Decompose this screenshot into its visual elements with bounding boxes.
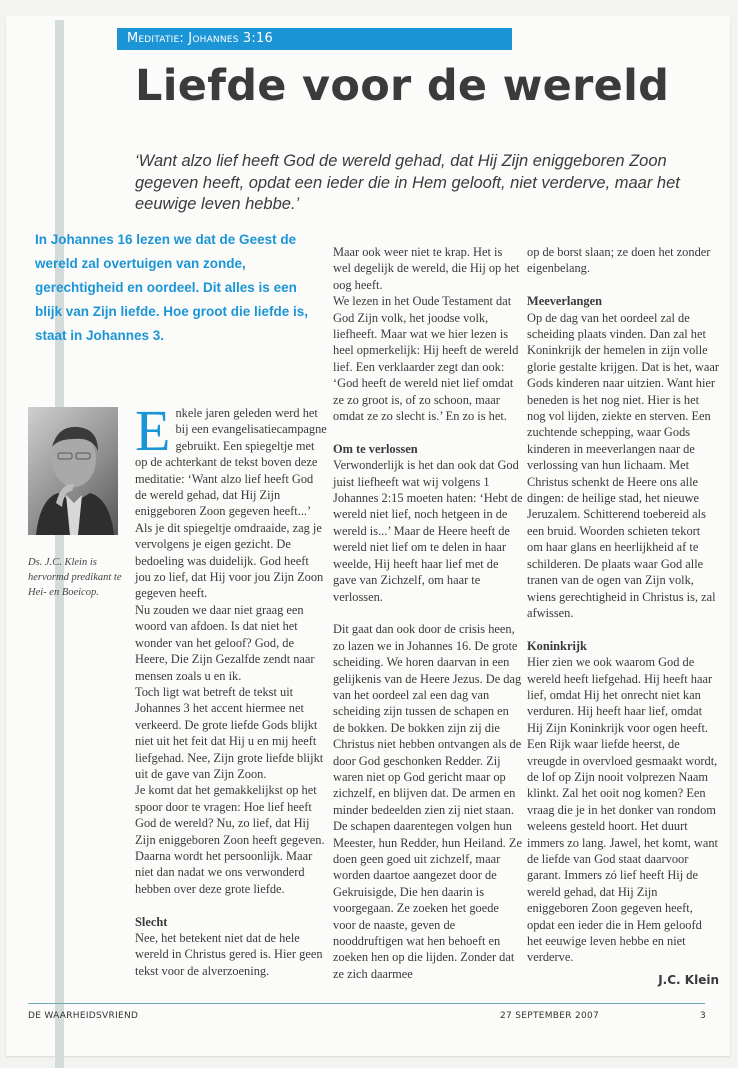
article-intro: In Johannes 16 lezen we dat de Geest de wereld zal overtuigen van zonde, gerechtigheid en oordeel. Dit alles is een blijk van Zijn liefde. Hoe groot die liefde is, staat in Johannes 3. xyxy=(35,232,309,343)
paragraph-text: nkele jaren geleden werd het bij een evangelisatiecampagne gebruikt. Een spiegeltje met op de achterkant de tekst boven deze meditatie: ‘Want alzo lief heeft God de wereld gehad, dat Hij Zijn eniggeboren Zoon gegeven heeft...’ Als je dit spiegeltje omdraaide, zag je vervolgens je eigen gezicht. De bedoeling was duidelijk. God heeft jou zo lief, dat Hij voor jou Zijn Zoon gegeven heeft. xyxy=(135,406,327,601)
page-number: 3 xyxy=(700,1011,707,1021)
author-caption: Ds. J.C. Klein is hervormd predikant te Hei- en Boeicop. xyxy=(28,557,122,598)
body-paragraph: Toch ligt wat betreft de tekst uit Johannes 3 het accent hiermee net verkeerd. De grote liefde Gods blijkt niet uit het feit dat Hij u en mij heeft liefgehad. Nee, Zijn grote liefde blijkt uit de gave van Zijn Zoon. xyxy=(135,684,324,781)
article-title: Liefde voor de wereld xyxy=(135,61,670,111)
body-column-3 xyxy=(527,244,719,988)
body-paragraph: Verwonderlijk is het dan ook dat God juist liefheeft wat wij volgens 1 Johannes 2:15 moeten haten: ‘Hebt de wereld niet lief, noch hetgeen in de wereld is...’ Maar de Heere heeft de wereld niet lief om te delen in haar weelde, Hij heeft haar lief met de gave van Zichzelf, om haar te verlossen. xyxy=(333,458,523,604)
section-heading: Meeverlangen xyxy=(527,294,603,309)
body-column-1 xyxy=(135,398,327,979)
section-heading: Slecht xyxy=(135,914,168,929)
section-heading: Koninkrijk xyxy=(527,638,587,653)
body-paragraph: Je komt dat het gemakkelijkst op het spoor door te vragen: Hoe lief heeft God de wereld? Nu, zo lief, dat Hij Zijn eniggeboren Zoon heeft gegeven. Daarna wordt het persoonlijk. Maar niet dan nadat we ons verwonderd hebben over deze grote liefde. xyxy=(135,783,325,896)
body-paragraph: We lezen in het Oude Testament dat God Zijn volk, het joodse volk, liefheeft. Maar wat we hier lezen is heel opmerkelijk: Hij heeft de wereld lief. Een verklaarder zegt dan ook: ‘God heeft de wereld niet lief omdat ze zo groot is, of zo schoon, maar omdat ze zo slecht is.’ En zo is het. xyxy=(333,294,519,424)
body-paragraph: Hier zien we ook waarom God de wereld heeft liefgehad. Hij heeft haar lief, omdat Hij het onrecht niet kan verduren. Hij heeft haar lief, omdat Hij Zijn Koninkrijk voor ogen heeft. Een Rijk waar liefde heerst, de vreugde in overvloed gesmaakt wordt, de lof op Zijn nooit volprezen Naam klinkt. Zal het ooit nog komen? Een vraag die je in het donker van rondom weleens gesteld hoort. Het duurt immers zo lang. Jawel, het komt, want de liefde van God staat daarvoor garant. Immers zó lief heeft Hij de wereld gehad, dat Hij Zijn eniggeboren Zoon gegeven heeft, opdat een ieder die in Hem geloofd het eeuwige leven hebbe en niet verderve. xyxy=(527,655,718,965)
body-paragraph: Nee, het betekent niet dat de hele wereld in Christus gered is. Hier geen tekst voor de alverzoening. xyxy=(135,930,323,978)
body-paragraph: Dit gaat dan ook door de crisis heen, zo lazen we in Johannes 16. De grote scheiding. We horen daarvan in een gelijkenis van de Heere Jezus. De dag van het oordeel zal een dag van scheiding zijn tussen de schapen en de bokken. De bokken zijn zij die Christus niet hebben ontvangen als de door God geschonken Redder. Zij waren niet op God gericht maar op zichzelf, en blijven dat. De armen en minder bedeelden zien zij niet staan. De schapen daarentegen volgen hun Meester, hun Redder, hun Heiland. Ze doen geen goed uit zichzelf, maar worden daartoe aangezet door de Gekruisigde, Die hen daarin is voorgegaan. Ze zoeken het goede voor de naaste, geven de nooddruftigen wat hen behoeft en zoeken hen op die lijden. Zonder dat ze zich daarmee xyxy=(333,622,522,981)
drop-cap: E xyxy=(135,398,171,463)
scripture-quote: ‘Want alzo lief heeft God de wereld gehad, dat Hij Zijn eniggeboren Zoon gegeven heeft, opdat een ieder die in Hem gelooft, niet verderve, maar het eeuwige leven hebbe.’ xyxy=(135,152,680,213)
author-signature: J.C. Klein xyxy=(658,972,719,987)
body-paragraph xyxy=(135,398,327,602)
body-paragraph: Nu zouden we daar niet graag een woord van afdoen. Is dat niet het wonder van het geloof? God, de Heere, Die Zijn Gezalfde zendt naar mensen zoals u en ik. xyxy=(135,602,315,683)
author-photo xyxy=(28,407,118,535)
footer-date: 27 SEPTEMBER 2007 xyxy=(500,1011,600,1021)
section-heading: Om te verlossen xyxy=(333,441,418,456)
footer-publication: DE WAARHEIDSVRIEND xyxy=(28,1011,139,1021)
footer-rule xyxy=(28,1003,705,1004)
portrait-image xyxy=(28,407,118,535)
body-paragraph: Maar ook weer niet te krap. Het is wel degelijk de wereld, die Hij op het oog heeft. xyxy=(333,245,520,292)
scan-binding-shadow xyxy=(55,20,64,1068)
body-column-2 xyxy=(333,244,523,982)
body-paragraph: Op de dag van het oordeel zal de scheiding plaats vinden. Dan zal het Koninkrijk der hemelen in zijn volle glorie gestalte krijgen. Dat is het, waar Gods kinderen naar uitzien. Want hier beneden is het nog niet. Hier is het nog vol lijden, ziekte en sterven. Een zuchtende schepping, waar Gods kinderen in meeverlangen naar de verlossing van hun lichaam. Met Christus schenkt de Heere ons alle dingen: de heilige stad, het nieuwe Jeruzalem. Schitterend toebereid als een bruid. Woorden schieten tekort om haar glans en heerlijkheid af te schilderen. De plaats waar God alle tranen van de ogen van Zijn volk, wiens gerechtigheid in Christus is, zal afwissen. xyxy=(527,310,719,620)
body-paragraph: op de borst slaan; ze doen het zonder eigenbelang. xyxy=(527,245,711,276)
section-kicker: Meditatie: Johannes 3:16 xyxy=(117,28,512,50)
